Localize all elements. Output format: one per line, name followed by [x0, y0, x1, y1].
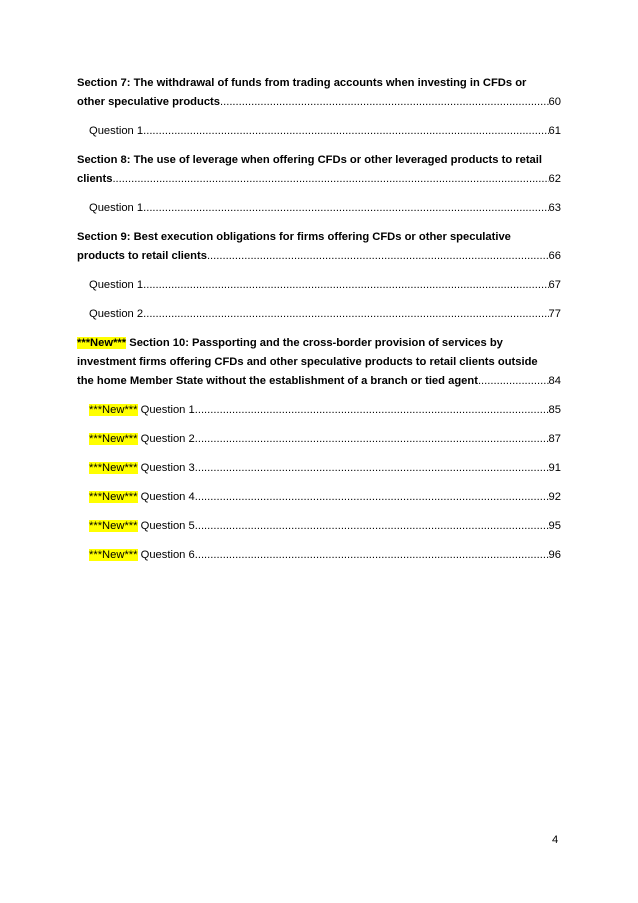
toc-section-title: Section 8: The use of leverage when offering CFDs or other leveraged products to retail	[77, 154, 542, 166]
toc-leader-dots	[195, 459, 549, 478]
toc-question-entry[interactable]	[77, 401, 561, 420]
toc-question-entry[interactable]	[77, 546, 561, 565]
toc-leader-dots	[195, 430, 549, 449]
toc-question-entry[interactable]	[77, 276, 561, 295]
toc-section-title: Section 10: Passporting and the cross-border provision of services by	[126, 337, 503, 349]
toc-page-number: 67	[548, 279, 561, 291]
toc-question-label: Question 4	[137, 491, 195, 503]
toc-question-label: Question 3	[137, 462, 195, 474]
toc-section-title: Section 7: The withdrawal of funds from trading accounts when investing in CFDs or	[77, 77, 527, 89]
toc-question-label: Question 5	[137, 520, 195, 532]
toc-section-title-cont: investment firms offering CFDs and other speculative products to retail clients outside	[77, 356, 538, 368]
toc-leader-dots	[195, 401, 549, 420]
toc-page-number: 63	[548, 202, 561, 214]
toc-leader-dots	[195, 488, 549, 507]
toc-question-label: Question 6	[137, 549, 195, 561]
new-highlight-tag: ***New***	[77, 337, 127, 349]
toc-leader-dots	[195, 546, 549, 565]
toc-leader-dots	[143, 276, 548, 295]
toc-leader-dots	[143, 199, 548, 218]
toc-page-number: 62	[548, 173, 561, 185]
toc-leader-dots	[220, 93, 549, 112]
toc-page-number: 91	[548, 462, 561, 474]
toc-section-10[interactable]	[77, 334, 561, 391]
toc-section-title: Section 9: Best execution obligations for firms offering CFDs or other speculative	[77, 231, 511, 243]
toc-question-entry[interactable]	[77, 517, 561, 536]
page-number: 4	[552, 834, 559, 846]
new-highlight-tag: ***New***	[89, 404, 138, 416]
toc-question-label: Question 2	[137, 433, 195, 445]
toc-page-number: 87	[548, 433, 561, 445]
toc-question-label: Question 1	[137, 404, 195, 416]
toc-question-entry[interactable]	[77, 430, 561, 449]
toc-page-number: 77	[548, 308, 561, 320]
toc-leader-dots	[478, 372, 549, 391]
new-highlight-tag: ***New***	[89, 462, 138, 474]
toc-section-title-cont: clients	[77, 173, 113, 185]
toc-question-entry[interactable]	[77, 122, 561, 141]
toc-page-number: 85	[548, 404, 561, 416]
toc-page-number: 92	[548, 491, 561, 503]
toc-question-entry[interactable]	[77, 488, 561, 507]
toc-section-title-cont: products to retail clients	[77, 250, 207, 262]
toc-leader-dots	[195, 517, 549, 536]
toc-section-title-cont: the home Member State without the establishment of a branch or tied agent	[77, 375, 478, 387]
new-highlight-tag: ***New***	[89, 520, 138, 532]
new-highlight-tag: ***New***	[89, 549, 138, 561]
toc-leader-dots	[207, 247, 549, 266]
toc-question-label: Question 2	[89, 308, 144, 320]
toc-leader-dots	[112, 170, 548, 189]
toc-page-number: 84	[548, 375, 561, 387]
table-of-contents	[77, 74, 561, 575]
toc-question-entry[interactable]	[77, 459, 561, 478]
toc-question-entry[interactable]	[77, 305, 561, 324]
new-highlight-tag: ***New***	[89, 433, 138, 445]
toc-section-7[interactable]	[77, 74, 561, 112]
toc-page-number: 60	[548, 96, 561, 108]
toc-question-label: Question 1	[89, 125, 144, 137]
toc-page-number: 66	[548, 250, 561, 262]
toc-leader-dots	[143, 122, 548, 141]
toc-section-title-cont: other speculative products	[77, 96, 220, 108]
new-highlight-tag: ***New***	[89, 491, 138, 503]
toc-page-number: 95	[548, 520, 561, 532]
toc-question-label: Question 1	[89, 279, 144, 291]
toc-page-number: 61	[548, 125, 561, 137]
toc-question-label: Question 1	[89, 202, 144, 214]
toc-question-entry[interactable]	[77, 199, 561, 218]
toc-leader-dots	[143, 305, 548, 324]
toc-section-9[interactable]	[77, 228, 561, 266]
toc-page-number: 96	[548, 549, 561, 561]
toc-section-8[interactable]	[77, 151, 561, 189]
